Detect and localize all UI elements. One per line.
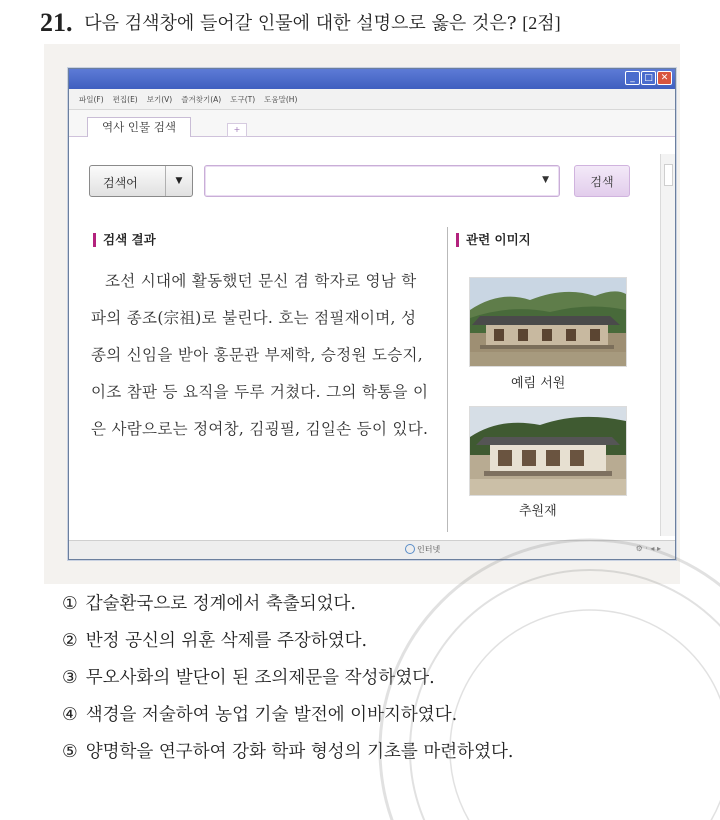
seowon-caption: 예림 서원 xyxy=(511,376,566,391)
house-photo xyxy=(469,406,627,496)
menu-item-file[interactable]: 파일(F) xyxy=(79,94,104,104)
search-bar xyxy=(89,165,629,199)
title-bar xyxy=(69,69,675,89)
choice-3[interactable]: ③ 무오사화의 발단이 된 조의제문을 작성하였다. xyxy=(62,668,435,688)
scrollbar-thumb[interactable] xyxy=(664,164,673,186)
status-zone: 인터넷 xyxy=(417,545,441,554)
menu-bar xyxy=(69,89,675,110)
dropdown-arrow-icon[interactable]: ▼ xyxy=(542,175,549,185)
result-text xyxy=(91,263,431,448)
globe-icon xyxy=(405,544,415,554)
divider xyxy=(447,227,448,532)
menu-item-tools[interactable]: 도구(T) xyxy=(230,94,256,104)
maximize-icon[interactable]: □ xyxy=(641,71,656,85)
choice-4[interactable]: ④ 색경을 저술하여 농업 기술 발전에 이바지하였다. xyxy=(62,705,458,725)
seowon-photo xyxy=(469,277,627,367)
result-paragraph: 조선 시대에 활동했던 문신 겸 학자로 영남 학파의 종조(宗祖)로 불린다. 호는 점필재이며, 성종의 신임을 받아 홍문관 부제학, 승정원 도승지, 이조 참판 등 요직을 두루 거쳤다. 그의 학통을 이은 사람으로는 정여창, 김굉필, 김일손 등이 있다. xyxy=(91,272,429,438)
menu-item-view[interactable]: 보기(V) xyxy=(146,94,173,104)
question-number: 21. xyxy=(40,8,73,37)
answer-choices xyxy=(62,586,513,771)
menu-item-help[interactable]: 도움말(H) xyxy=(264,94,298,104)
images-heading: 관련 이미지 xyxy=(456,233,531,247)
minimize-icon[interactable]: _ xyxy=(625,71,640,85)
new-tab-button[interactable]: + xyxy=(227,123,247,137)
tab-bar xyxy=(69,110,675,137)
menu-item-favorites[interactable]: 즐겨찾기(A) xyxy=(181,94,222,104)
status-bar xyxy=(69,540,675,559)
close-icon[interactable]: ✕ xyxy=(657,71,672,85)
menu-item-edit[interactable]: 편집(E) xyxy=(112,94,138,104)
choice-2[interactable]: ② 반정 공신의 위훈 삭제를 주장하였다. xyxy=(62,631,368,651)
house-caption: 추원재 xyxy=(519,504,557,519)
search-type-select[interactable] xyxy=(89,165,193,197)
question-points: [2점] xyxy=(522,13,561,33)
result-heading: 검색 결과 xyxy=(93,233,156,247)
tab-history-search[interactable]: 역사 인물 검색 xyxy=(87,117,191,137)
vertical-scrollbar[interactable] xyxy=(660,154,675,536)
question-title xyxy=(40,8,561,38)
search-button[interactable]: 검색 xyxy=(574,165,630,197)
question-text: 다음 검색창에 들어갈 인물에 대한 설명으로 옳은 것은? xyxy=(84,13,517,34)
browser-window xyxy=(68,68,676,560)
search-input[interactable] xyxy=(204,165,560,197)
choice-1[interactable]: ① 갑술환국으로 정계에서 축출되었다. xyxy=(62,594,356,614)
zoom-icon[interactable]: ⚙ · ◂ ▸ xyxy=(635,544,661,553)
search-type-label: 검색어 xyxy=(103,176,138,190)
choice-5[interactable]: ⑤ 양명학을 연구하여 강화 학파 형성의 기초를 마련하였다. xyxy=(62,742,514,762)
chevron-down-icon[interactable]: ▼ xyxy=(165,166,192,196)
